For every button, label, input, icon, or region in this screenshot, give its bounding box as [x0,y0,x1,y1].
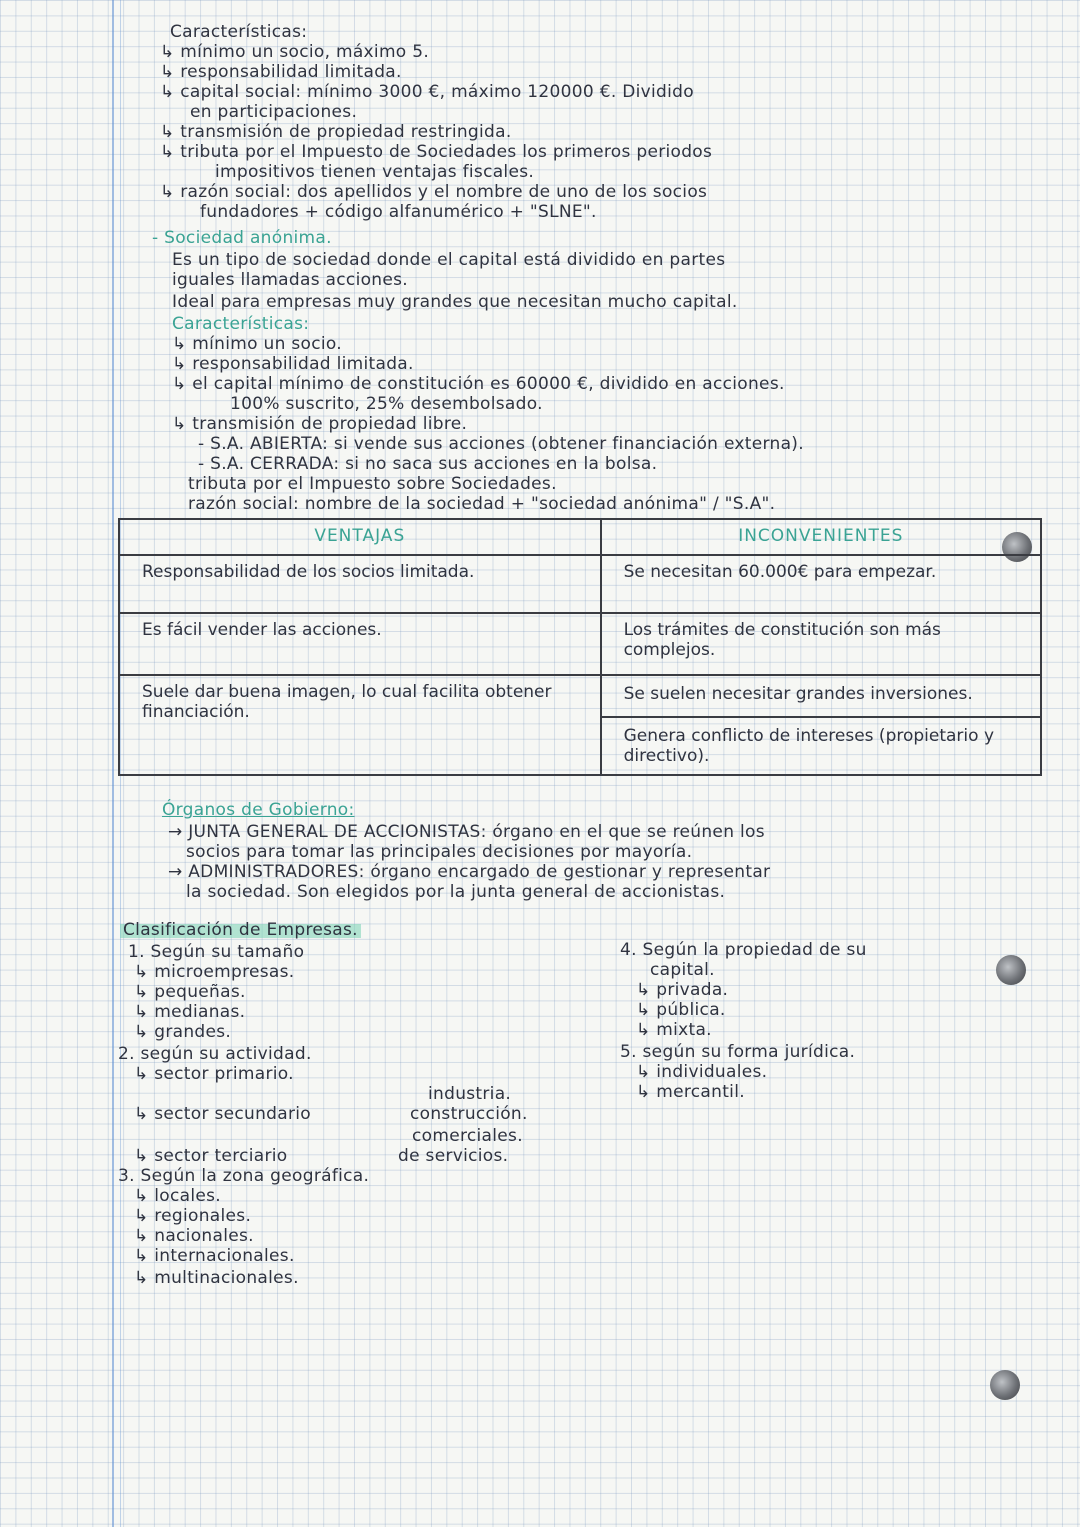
clas-left-item: 3. Según la zona geográfica. [118,1166,370,1186]
organos-line: la sociedad. Son elegidos por la junta general de accionistas. [186,882,726,902]
sa-item: 100% suscrito, 25% desembolsado. [230,394,543,414]
margin-line [112,0,114,1527]
sa-item: - S.A. CERRADA: si no saca sus acciones en la bolsa. [198,454,658,474]
top-heading: Características: [170,22,308,42]
table-cell: Suele dar buena imagen, lo cual facilita obtener financiación. [119,675,601,775]
clas-right-item: ↳ mercantil. [636,1082,745,1102]
clas-left-item: ↳ sector secundario [134,1104,312,1124]
sa-item: - S.A. ABIERTA: si vende sus acciones (obtener financiación externa). [198,434,804,454]
top-item: fundadores + código alfanumérico + "SLNE". [200,202,597,222]
organos-title: Órganos de Gobierno: [162,800,355,820]
clas-right-item: ↳ individuales. [636,1062,768,1082]
sa-definition: iguales llamadas acciones. [172,270,408,290]
binder-hole-2 [996,955,1026,985]
clas-right-item: capital. [650,960,715,980]
table-cell-split [601,675,1041,775]
table-cell: Se necesitan 60.000€ para empezar. [601,555,1041,613]
sa-item: ↳ transmisión de propiedad libre. [172,414,468,434]
clas-left-item: ↳ internacionales. [134,1246,295,1266]
sa-item: razón social: nombre de la sociedad + "sociedad anónima" / "S.A". [188,494,776,514]
organos-line: socios para tomar las principales decisiones por mayoría. [186,842,693,862]
clas-left-item: ↳ grandes. [134,1022,232,1042]
organos-line: → JUNTA GENERAL DE ACCIONISTAS: órgano en el que se reúnen los [168,822,765,842]
clas-right-item: ↳ pública. [636,1000,726,1020]
organos-line: → ADMINISTRADORES: órgano encargado de gestionar y representar [168,862,771,882]
top-item: ↳ capital social: mínimo 3000 €, máximo 120000 €. Dividido [160,82,694,102]
header-ventajas: VENTAJAS [119,519,601,555]
clasificacion-title [120,920,361,940]
top-item: ↳ tributa por el Impuesto de Sociedades los primeros periodos [160,142,713,162]
sa-item: tributa por el Impuesto sobre Sociedades. [188,474,557,494]
table-cell: Genera conflicto de intereses (propietario y directivo). [623,726,995,766]
clas-left-item: ↳ nacionales. [134,1226,254,1246]
clas-left-item: ↳ sector terciario [134,1146,288,1166]
clasificacion-title-text: Clasificación de Empresas. [120,920,361,940]
sa-title: - Sociedad anónima. [152,228,332,248]
table-cell: Responsabilidad de los socios limitada. [119,555,601,613]
table-cell: Se suelen necesitar grandes inversiones. [602,676,1040,718]
top-item: ↳ razón social: dos apellidos y el nombre de uno de los socios [160,182,708,202]
sa-item: ↳ el capital mínimo de constitución es 60000 €, dividido en acciones. [172,374,785,394]
sa-item: ↳ responsabilidad limitada. [172,354,414,374]
clas-left-item: comerciales. [412,1126,523,1146]
sa-definition: Ideal para empresas muy grandes que necesitan mucho capital. [172,292,738,312]
clas-right-item: ↳ mixta. [636,1020,712,1040]
sa-item: ↳ mínimo un socio. [172,334,342,354]
table-row [119,613,1041,675]
table-header-row [119,519,1041,555]
clas-left-item: ↳ multinacionales. [134,1268,299,1288]
clas-right-item: 4. Según la propiedad de su [620,940,867,960]
clas-left-item: de servicios. [398,1146,509,1166]
table-cell: Es fácil vender las acciones. [119,613,601,675]
clas-left-item: construcción. [410,1104,528,1124]
clas-left-item: ↳ regionales. [134,1206,252,1226]
header-inconvenientes: INCONVENIENTES [601,519,1041,555]
clas-left-item: 1. Según su tamaño [128,942,305,962]
top-item: impositivos tienen ventajas fiscales. [215,162,535,182]
ventajas-inconvenientes-table [118,518,1042,776]
top-item: en participaciones. [190,102,358,122]
top-item: ↳ mínimo un socio, máximo 5. [160,42,430,62]
sa-char-heading: Características: [172,314,310,334]
table-row [119,555,1041,613]
clas-left-item: 2. según su actividad. [118,1044,312,1064]
clas-left-item: industria. [428,1084,512,1104]
clas-left-item: ↳ sector primario. [134,1064,294,1084]
clas-left-item: ↳ microempresas. [134,962,295,982]
clas-left-item: ↳ medianas. [134,1002,246,1022]
clas-right-item: ↳ privada. [636,980,729,1000]
top-item: ↳ transmisión de propiedad restringida. [160,122,512,142]
clas-left-item: ↳ locales. [134,1186,221,1206]
clas-left-item: ↳ pequeñas. [134,982,246,1002]
sa-definition: Es un tipo de sociedad donde el capital está dividido en partes [172,250,726,270]
table-row [119,675,1041,775]
top-item: ↳ responsabilidad limitada. [160,62,402,82]
binder-hole-3 [990,1370,1020,1400]
table-cell: Los trámites de constitución son más complejos. [601,613,1041,675]
clas-right-item: 5. según su forma jurídica. [620,1042,856,1062]
